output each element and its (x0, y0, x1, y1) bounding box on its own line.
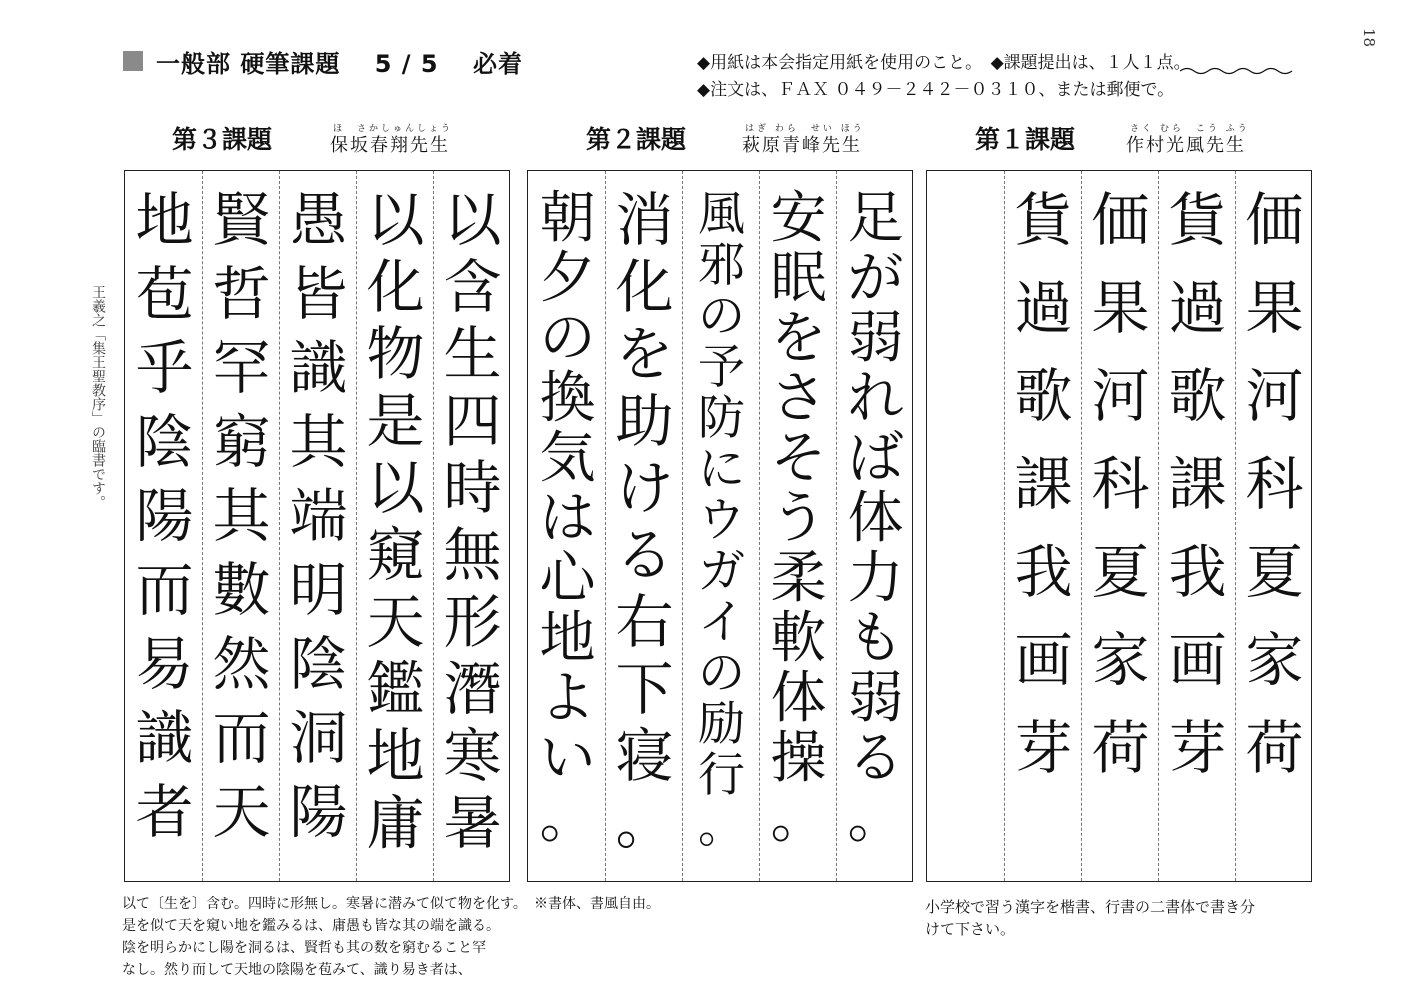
panel1-footnote (925, 896, 1255, 940)
writing-column: 貨 過 歌 課 我 画 芽 (1168, 186, 1227, 782)
writing-column: 風 邪 の 予 防 に ウ ガ イ の 励 行 。 (698, 187, 745, 854)
notice-order: ◆注文は、ＦＡＸ ０４９－２４２－０３１０、または郵便で。 (697, 80, 1175, 100)
writing-column: 愚 皆 識 其 端 明 陰 洞 陽 (289, 186, 348, 846)
writing-column: 以 化 物 是 以 窺 天 鑑 地 庸 (366, 186, 425, 857)
writing-column: 地 苞 乎 陰 陽 而 易 識 者 (135, 186, 194, 846)
footnote-line: 陰を明らかにし陽を洞るは、賢哲も其の数を窮むること罕 (122, 940, 486, 956)
writing-column: 朝 夕 の 換 気 は 心 地 よ い 。 (539, 186, 596, 851)
panel2-footnote (534, 893, 660, 915)
side-note: 王羲之「集王聖教序」の臨書です。 (90, 285, 106, 509)
panel3-teacher-ruby: ほ さかしゅんしょう (333, 124, 454, 134)
page-number: 18 (1360, 28, 1378, 48)
writing-column: 貨 過 歌 課 我 画 芽 (1014, 186, 1073, 782)
panel3-title: 第３課題 (172, 125, 273, 154)
wavy-underline-icon (1180, 66, 1300, 76)
header-square-icon (123, 51, 143, 71)
writing-column: 消 化 を 助 け る 右 下 寝 。 (615, 186, 674, 857)
panel2-writing-area (527, 170, 913, 882)
writing-column: 賢 哲 罕 窮 其 數 然 而 天 (212, 186, 271, 846)
panel1-writing-area (926, 170, 1312, 882)
panel2-title: 第２課題 (586, 125, 687, 154)
panel1-teacher-ruby: さく むら こう ふう (1130, 124, 1250, 134)
panel1-teacher: 作村光風先生 (1126, 135, 1246, 156)
writing-column: 足 が 弱 れ ば 体 力 も 弱 る 。 (847, 186, 904, 851)
writing-column: 安 眠 を さ そ う 柔 軟 体 操 。 (770, 186, 827, 851)
footnote-line: 以て〔生を〕含む。四時に形無し。寒暑に潜みて似て物を化す。 (122, 896, 527, 912)
footnote-line: ※書体、書風自由。 (534, 896, 660, 912)
footnote-line: 是を似て天を窺い地を鑑みるは、庸愚も皆な其の端を識る。 (122, 918, 500, 934)
panel3-teacher: 保坂春翔先生 (330, 135, 450, 156)
footnote-line: けて下さい。 (925, 920, 1016, 938)
panel3-footnote (122, 893, 527, 981)
page-title: 一般部 硬筆課題 5 / 5 必着 (156, 50, 523, 78)
panel2-teacher-ruby: はぎ わら せい ほう (745, 124, 865, 134)
writing-column: 価 果 河 科 夏 家 荷 (1245, 186, 1304, 782)
panel1-title: 第１課題 (975, 125, 1076, 154)
panel3-writing-area (124, 170, 510, 882)
footnote-line: 小学校で習う漢字を楷書、行書の二書体で書き分 (925, 898, 1256, 916)
writing-column: 以 含 生 四 時 無 形 潛 寒 暑 (443, 186, 502, 857)
footnote-line: なし。然り而して天地の陰陽を苞みて、識り易き者は、 (122, 962, 472, 978)
writing-column: 価 果 河 科 夏 家 荷 (1091, 186, 1150, 782)
panel2-teacher: 萩原青峰先生 (742, 135, 862, 156)
notice-paper-and-limit: ◆用紙は本会指定用紙を使用のこと。 ◆課題提出は、１人１点。 (697, 53, 1191, 73)
